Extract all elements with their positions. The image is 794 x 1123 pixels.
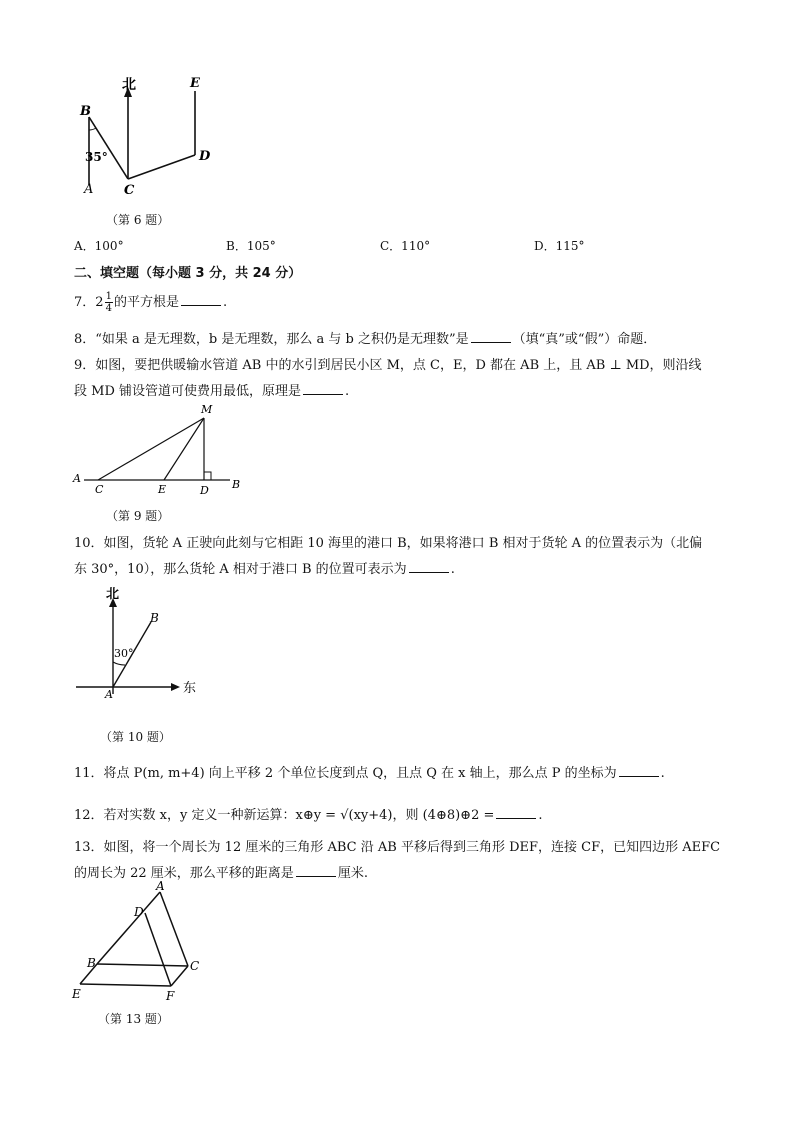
q10-end: . [450,562,455,577]
q8-text: 8．“如果 a 是无理数，b 是无理数，那么 a 与 b 之积仍是无理数”是 [74,332,469,347]
fig13-line-ef [80,984,171,986]
q7-answer-blank [181,293,221,306]
question-9-line-1: 9．如图，要把供暖输水管道 AB 中的水引到居民小区 M，点 C，E，D 都在 AB 上，且 AB ⊥ MD，则沿线 [74,358,702,373]
fig10-label-east: 东 [183,681,197,696]
q8-tail: （填“真”或“假”）命题． [512,332,657,347]
q9-answer-blank [303,382,343,395]
fig13-line-cf [171,966,188,986]
q7-suffix: 的平方根是 [113,295,179,310]
fig13-label-b: B [87,956,96,970]
fig6-label-north: 北 [122,77,136,93]
fig6-label-d: D [199,149,211,164]
fig13-line-bc [97,964,188,966]
fig9-label-b: B [232,478,241,491]
fig13-line-ac [160,892,188,966]
question-13-line-2 [74,862,368,881]
fig6-caption: （第 6 题） [106,213,170,227]
q10-answer-blank [409,560,449,573]
fig6-label-angle: 35° [85,150,108,164]
fig9-label-e: E [158,483,167,496]
fig10-angle-arc [113,662,125,665]
q11-end: . [660,766,665,781]
question-12 [74,804,543,823]
q6-option-a: A．100° [74,239,124,253]
fig9-line-me [164,418,204,480]
fig13-line-df [145,913,171,986]
fig6-angle-arc [89,128,96,130]
q12-end: . [538,808,543,823]
q7-end: . [222,295,228,310]
fig9-label-d: D [200,484,209,497]
q8-answer-blank [471,330,511,343]
fig13-label-d: D [134,905,144,919]
figure-13 [68,880,218,1005]
q12-answer-blank [496,806,536,819]
fig9-right-angle [204,472,211,480]
fig10-label-a: A [105,688,113,701]
q6-option-d: D．115° [534,239,585,253]
figure-9 [70,400,250,500]
q9-line-2-text: 段 MD 铺设管道可使费用最低，原理是 [74,384,301,399]
q11-answer-blank [619,764,659,777]
question-7 [74,291,227,314]
fig10-east-arrowhead [171,683,180,691]
q13-line-2-text: 的周长为 22 厘米，那么平移的距离是 [74,866,294,881]
q7-fraction [105,291,113,314]
fig9-line-mc [98,418,204,480]
fig6-line-bc [89,117,128,179]
fig9-label-c: C [95,483,104,496]
q9-end: . [345,384,350,399]
fig6-label-a: A [84,182,94,197]
question-11 [74,762,665,781]
figure-6 [74,75,224,200]
fig6-label-b: B [80,104,91,119]
figure-10 [70,582,210,702]
fig9-label-m: M [201,403,213,416]
fig9-label-a: A [73,472,81,485]
q12-text: 12．若对实数 x，y 定义一种新运算：x⊕y = √(xy+4)，则 (4⊕8)⊕2 = [74,808,495,823]
fig6-line-cd [128,155,195,179]
q7-prefix: 7． [74,295,96,310]
fig13-label-a: A [156,880,165,893]
fig10-label-angle: 30° [114,647,134,660]
fig10-label-north: 北 [106,587,120,602]
question-9-line-2 [74,380,349,399]
q7-denominator: 4 [105,303,112,314]
q11-text: 11．将点 P(m, m+4) 向上平移 2 个单位长度到点 Q，且点 Q 在 x 轴上，那么点 P 的坐标为 [74,766,617,781]
fig10-label-b: B [150,611,159,625]
q6-option-c: C．110° [380,239,431,253]
fig13-label-e: E [72,987,81,1001]
q6-option-b: B．105° [226,239,276,253]
question-10-line-1: 10．如图，货轮 A 正驶向此刻与它相距 10 海里的港口 B，如果将港口 B 相对于货轮 A 的位置表示为（北偏 [74,536,703,551]
question-10-line-2 [74,558,455,577]
q13-tail: 厘米. [337,866,368,881]
fig9-caption: （第 9 题） [106,509,170,523]
question-13-line-1: 13．如图，将一个周长为 12 厘米的三角形 ABC 沿 AB 平移后得到三角形 DEF，连接 CF，已知四边形 AEFC [74,840,721,855]
fig13-label-f: F [166,989,175,1003]
question-8 [74,328,656,347]
q10-line-2-text: 东 30°，10），那么货轮 A 相对于港口 B 的位置可表示为 [74,562,407,577]
q7-numerator: 1 [105,291,112,302]
q7-whole: 2 [95,295,104,310]
fig13-caption: （第 13 题） [98,1012,169,1026]
q13-answer-blank [296,864,336,877]
fig6-label-c: C [124,183,135,198]
section-2-title: 二、填空题（每小题 3 分，共 24 分） [74,266,302,281]
fig10-caption: （第 10 题） [100,730,171,744]
fig6-label-e: E [190,76,200,91]
fig13-label-c: C [190,959,200,973]
